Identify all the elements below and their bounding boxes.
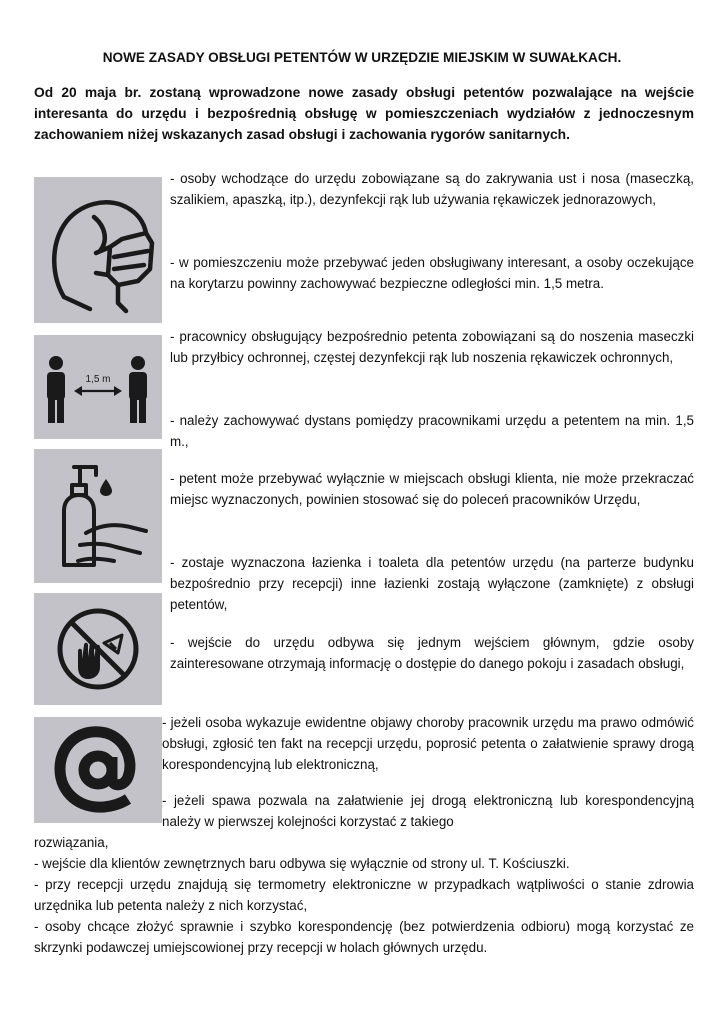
rule-continuation: rozwiązania,: [34, 835, 109, 850]
rule-item: - przy recepcji urzędu znajdują się termometry elektroniczne w przypadkach wątpliwości o stanie zdrowia urzędnika lub petenta należy z nich korzystać,: [34, 877, 694, 913]
no-handshake-icon: [34, 593, 162, 705]
hand-sanitizer-icon: [34, 449, 162, 583]
rule-item: - wejście do urzędu odbywa się jednym wejściem głównym, gdzie osoby zainteresowane otrzymają informację o dostępie do danego pokoju i zasadach obsługi,: [170, 635, 694, 671]
rule-item: - osoby wchodzące do urzędu zobowiązane są do zakrywania ust i nosa (maseczką, szalikiem, apaszką, itp.), dezynfekcji rąk lub używania rękawiczek jednorazowych,: [170, 171, 694, 207]
distance-label: 1,5 m: [85, 374, 111, 385]
rule-item: - należy zachowywać dystans pomiędzy pracownikami urzędu a petentem na min. 1,5 m.,: [170, 413, 694, 449]
bottom-rules: [34, 832, 694, 958]
rule-item: - jeżeli spawa pozwala na załatwienie jej drogą elektroniczną lub korespondencyjną należy w pierwszej kolejności korzystać z takiego: [162, 793, 694, 829]
face-mask-icon: [34, 177, 162, 323]
intro-paragraph: Od 20 maja br. zostaną wprowadzone nowe zasady obsługi petentów pozwalające na wejście interesanta do urzędu i bezpośrednią obsługę w pomieszczeniach wydziałów z jednoczesnym zachowaniem niżej wskazanych zasad obsługi i zachowania rygorów sanitarnych.: [34, 85, 694, 142]
rule-item: - jeżeli osoba wykazuje ewidentne objawy choroby pracownik urzędu ma prawo odmówić obsługi, zgłosić ten fakt na recepcji urzędu, poprosić petenta o załatwienie sprawy drogą korespondencyjną lub elektroniczną,: [162, 715, 694, 772]
rule-item: - zostaje wyznaczona łazienka i toaleta dla petentów urzędu (na parterze budynku bezpośrednio przy recepcji) inne łazienki zostają wyłączone (zamknięte) z obsługi petentów,: [170, 555, 694, 612]
at-sign-icon: [34, 717, 162, 823]
rule-item: - petent może przebywać wyłącznie w miejscach obsługi klienta, nie może przekraczać miejsc wyznaczonych, powinien stosować się do poleceń pracowników Urzędu,: [170, 471, 694, 507]
social-distance-icon: [34, 335, 162, 439]
rule-item: - pracownicy obsługujący bezpośrednio petenta zobowiązani są do noszenia maseczki lub przyłbicy ochronnej, częstej dezynfekcji rąk lub noszenia rękawiczek ochronnych,: [170, 329, 694, 365]
rule-item: - osoby chcące złożyć sprawnie i szybko korespondencję (bez potwierdzenia odbioru) mogą korzystać ze skrzynki podawczej umiejscowionej przy recepcji w holach głównych urzędu.: [34, 919, 694, 955]
rule-item: - wejście dla klientów zewnętrznych baru odbywa się wyłącznie od strony ul. T. Kościuszki.: [34, 856, 570, 871]
page-title: NOWE ZASADY OBSŁUGI PETENTÓW W URZĘDZIE MIEJSKIM W SUWAŁKACH.: [102, 50, 622, 65]
rule-item: - w pomieszczeniu może przebywać jeden obsługiwany interesant, a osoby oczekujące na korytarzu powinny zachowywać bezpieczne odległości min. 1,5 metra.: [170, 255, 694, 291]
